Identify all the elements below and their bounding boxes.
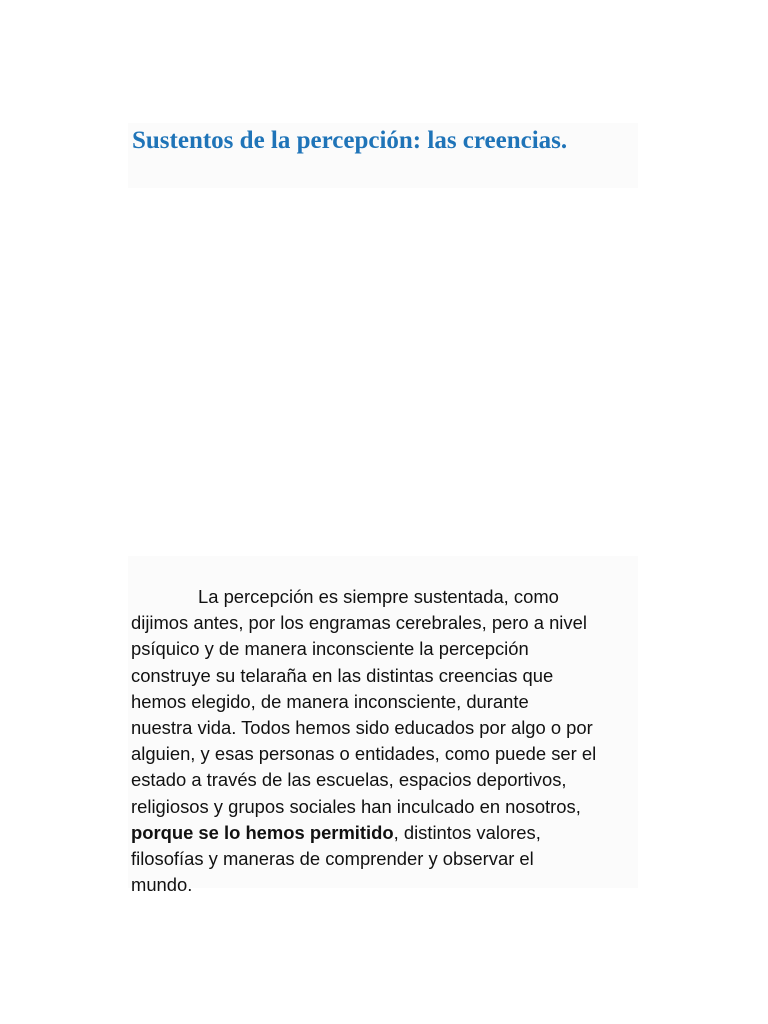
paragraph-line-tail: , distintos valores, (393, 821, 541, 843)
paragraph-line: nuestra vida. Todos hemos sido educados por algo o por (131, 717, 593, 739)
paragraph-line: religiosos y grupos sociales han inculcado en nosotros, (131, 795, 581, 817)
paragraph-line: La percepción es siempre sustentada, como (198, 586, 559, 607)
paragraph-line: dijimos antes, por los engramas cerebrales, pero a nivel (131, 612, 587, 634)
paragraph-line: mundo. (131, 874, 193, 896)
body-block (128, 556, 638, 896)
paragraph-line: construye su telaraña en las distintas creencias que (131, 664, 554, 686)
paragraph-line: psíquico y de manera inconsciente la percepción (131, 638, 529, 660)
bold-phrase: porque se lo hemos permitido (131, 821, 394, 843)
paragraph-line: estado a través de las escuelas, espacios deportivos, (131, 769, 567, 791)
paragraph-line: alguien, y esas personas o entidades, como puede ser el (131, 743, 597, 765)
paragraph-line: filosofías y maneras de comprender y observar el (131, 848, 534, 870)
body-paragraph (131, 584, 635, 898)
paragraph-line: hemos elegido, de manera inconsciente, durante (131, 690, 529, 712)
title-block (128, 123, 638, 188)
page-title: Sustentos de la percepción: las creencias. (132, 127, 568, 154)
